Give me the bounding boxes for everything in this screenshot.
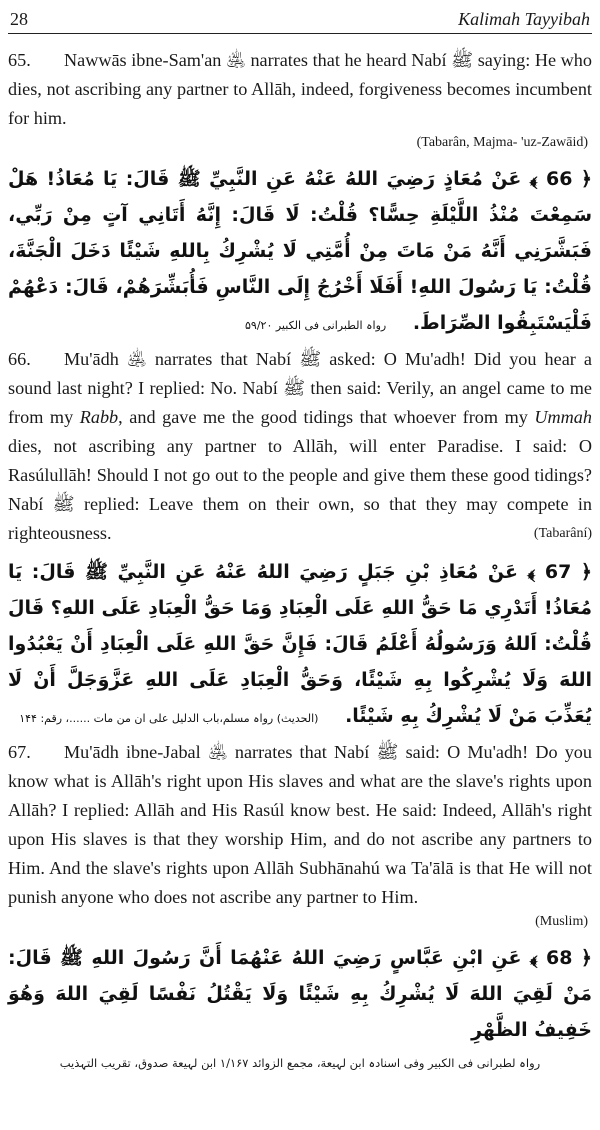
hadith-67-arabic-text: عَنْ مُعَاذِ بْنِ جَبَلٍ رَضِيَ اللهُ عَنْهُ عَنِ النَّبِيِّ ﷺ قَالَ: يَا مُعَاذُ! أَتَدْرِي مَا حَقُّ اللهِ عَلَى الْعِبَادِ وَمَا حَقُّ الْعِبَادِ عَلَى اللهِ؟ قَالَ قُلْتُ: اَللهُ وَرَسُولُهُ أَعْلَمُ قَالَ: فَإِنَّ حَقَّ اللهِ عَلَى الْعِبَادِ أَنْ يَعْبُدُوا اللهَ وَلَا يُشْرِكُوا بِهِ شَيْئًا، وَحَقُّ الْعِبَادِ عَلَى اللهِ عَزَّوَجَلَّ أَنْ لَا يُعَذِّبَ مَنْ لَا يُشْرِكُ بِهِ شَيْئًا. [8,561,592,727]
hadith-67-arabic [8,554,592,734]
hadith-66-arabic [8,161,592,341]
hadith-66-source: (Tabarâní) [533,526,592,541]
hadith-67-translation [8,738,592,912]
hadith-65-source: (Tabarân, Majma- 'uz-Zawāid) [416,135,588,150]
hadith-66-text-1: Mu'ādh ﵁ narrates that Nabí ﷺ asked: O Mu'adh! Did you hear a sound last night? I replied: No. Nabí ﷺ then said: Verily, an angel came to me from my [8,349,592,427]
hadith-65-number: 65. [8,50,31,70]
hadith-66-text-3: dies, not ascribing any partner to Allāh, will enter Paradise. I said: O Rasúlullāh! Should I not go out to the people and give them these good tidings? Nabí ﷺ replied: Leave them on their own, so that they may compete in righteousness. [8,436,592,543]
hadith-66-arabic-text: عَنْ مُعَاذٍ رَضِيَ اللهُ عَنْهُ عَنِ النَّبِيِّ ﷺ قَالَ: يَا مُعَاذُ! هَلْ سَمِعْتَ مُنْذُ اللَّيْلَةِ حِسًّا؟ قُلْتُ: لَا قَالَ: إِنَّهُ أَتَانِي آتٍ مِنْ رَبِّي، فَبَشَّرَنِي أَنَّهُ مَنْ مَاتَ مِنْ أُمَّتِي لَا يُشْرِكُ بِاللهِ شَيْئًا دَخَلَ الْجَنَّةَ، قُلْتُ: يَا رَسُولَ اللهِ! أَفَلَا أَخْرُجُ إِلَى النَّاسِ فَأُبَشِّرَهُمْ، قَالَ: دَعْهُمْ فَلْيَسْتَبِقُوا الصِّرَاطَ. [8,168,592,334]
hadith-65-text: Nawwās ibne-Sam'an ﵁ narrates that he heard Nabí ﷺ saying: He who dies, not ascribing any partner to Allāh, indeed, forgiveness becomes incumbent for him. [8,50,592,128]
running-title: Kalimah Tayyibah [458,9,590,29]
hadith-68-arabic-reference: رواہ لطبرانی فی الکبیر وفی اسنادہ ابن لہیعة، مجمع الزوائد ۱/۱۶۷ ابن لہیعة صدوق، تقریب التہذیب [59,1056,541,1070]
hadith-66-arabic-reference: رواہ الطبرانی فی الکبیر ۵۹/۲۰ [245,319,387,332]
hadith-66-translation [8,345,592,548]
hadith-67-text: Mu'ādh ibne-Jabal ﵁ narrates that Nabí ﷺ said: O Mu'adh! Do you know what is Allāh's right upon His slaves and what are the slave's rights upon Allāh? I replied: Allāh and His Rasúl know best. He said: Indeed, Allāh's right upon His slaves is that they worship Him, and do not ascribe any partners to Him. And the slave's rights upon Allāh Subhānahú wa Ta'ālā is that He will not punish anyone who does not ascribe any partner to Him. [8,742,592,907]
page-header [8,0,592,34]
hadith-68-arabic-text: عَنِ ابْنِ عَبَّاسٍ رَضِيَ اللهُ عَنْهُمَا أَنَّ رَسُولَ اللهِ ﷺ قَالَ: مَنْ لَقِيَ اللهَ لَا يُشْرِكُ بِهِ شَيْئًا وَلَا يَقْتُلُ نَفْسًا لَقِيَ اللهَ وَهُوَ خَفِيفُ الظَّهْرِ [8,947,592,1041]
hadith-65-translation [8,46,592,133]
hadith-67-arabic-reference: (الحدیث) رواہ مسلم،باب الدلیل علی ان من مات ......، رقم: ۱۴۴ [19,712,319,725]
page-number: 28 [10,9,28,29]
hadith-68-arabic-number: ﴿ 68 ﴾ [529,947,592,969]
hadith-66-word-ummah: Ummah [534,407,592,427]
hadith-67-source: (Muslim) [535,914,588,929]
hadith-66-text-2: , and gave me the good tidings that whoever from my [118,407,535,427]
hadith-67-number: 67. [8,742,31,762]
hadith-66-word-rabb: Rabb [79,407,119,427]
hadith-67-arabic-number: ﴿ 67 ﴾ [527,561,592,583]
hadith-66-arabic-number: ﴿ 66 ﴾ [529,168,592,190]
hadith-68-arabic [8,940,592,1048]
hadith-66-number: 66. [8,349,31,369]
